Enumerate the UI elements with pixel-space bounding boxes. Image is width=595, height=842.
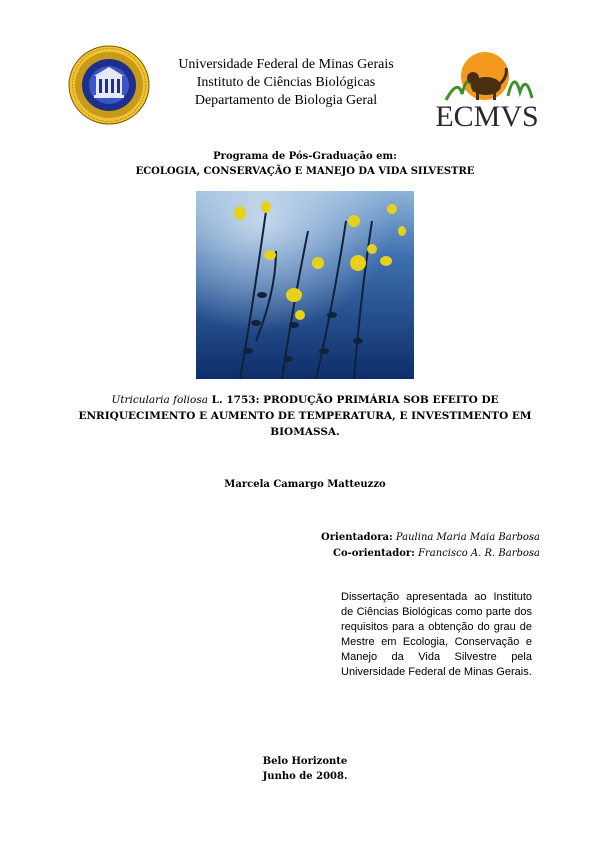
department-name: Departamento de Biologia Geral	[194, 93, 378, 108]
institute-name: Instituto de Ciências Biológicas	[196, 75, 376, 90]
ecmvs-logo-text: ECMVS	[435, 100, 539, 132]
advisors-block	[250, 530, 540, 562]
university-name: Universidade Federal de Minas Gerais	[178, 57, 394, 72]
footer-date: Junho de 2008.	[262, 771, 348, 782]
program-block	[60, 149, 550, 179]
coadvisor-name: Francisco A. R. Barbosa	[418, 548, 540, 559]
dissertation-statement: Dissertação apresentada ao Instituto de Ciências Biológicas como parte dos requisitos para a obtenção do grau de Mestre em Ecologia, Conservação e Manejo da Vida Silvestre pela Universidade Federal de Minas Gerais.	[341, 591, 532, 678]
institution-header	[150, 56, 422, 110]
coadvisor-label: Co-orientador:	[333, 548, 415, 559]
advisor-name: Paulina Maria Maia Barbosa	[395, 532, 540, 543]
ufmg-seal-icon	[68, 45, 150, 125]
title-line1: L. 1753: PRODUÇÃO PRIMÁRIA SOB EFEITO DE	[208, 394, 499, 406]
title-line2: ENRIQUECIMENTO E AUMENTO DE TEMPERATURA, E INVESTIMENTO EM	[78, 410, 532, 422]
program-name: ECOLOGIA, CONSERVAÇÃO E MANEJO DA VIDA SILVESTRE	[135, 166, 475, 177]
dissertation-title	[70, 392, 540, 440]
utricularia-photo	[196, 191, 414, 379]
program-label: Programa de Pós-Graduação em:	[213, 151, 397, 162]
footer-city: Belo Horizonte	[262, 756, 348, 767]
advisor-label: Orientadora:	[321, 532, 393, 543]
footer-block	[60, 754, 550, 784]
author-name: Marcela Camargo Matteuzzo	[224, 479, 386, 490]
ecmvs-logo	[428, 48, 546, 132]
title-species: Utricularia foliosa	[111, 394, 209, 406]
title-line3: BIOMASSA.	[270, 426, 340, 438]
